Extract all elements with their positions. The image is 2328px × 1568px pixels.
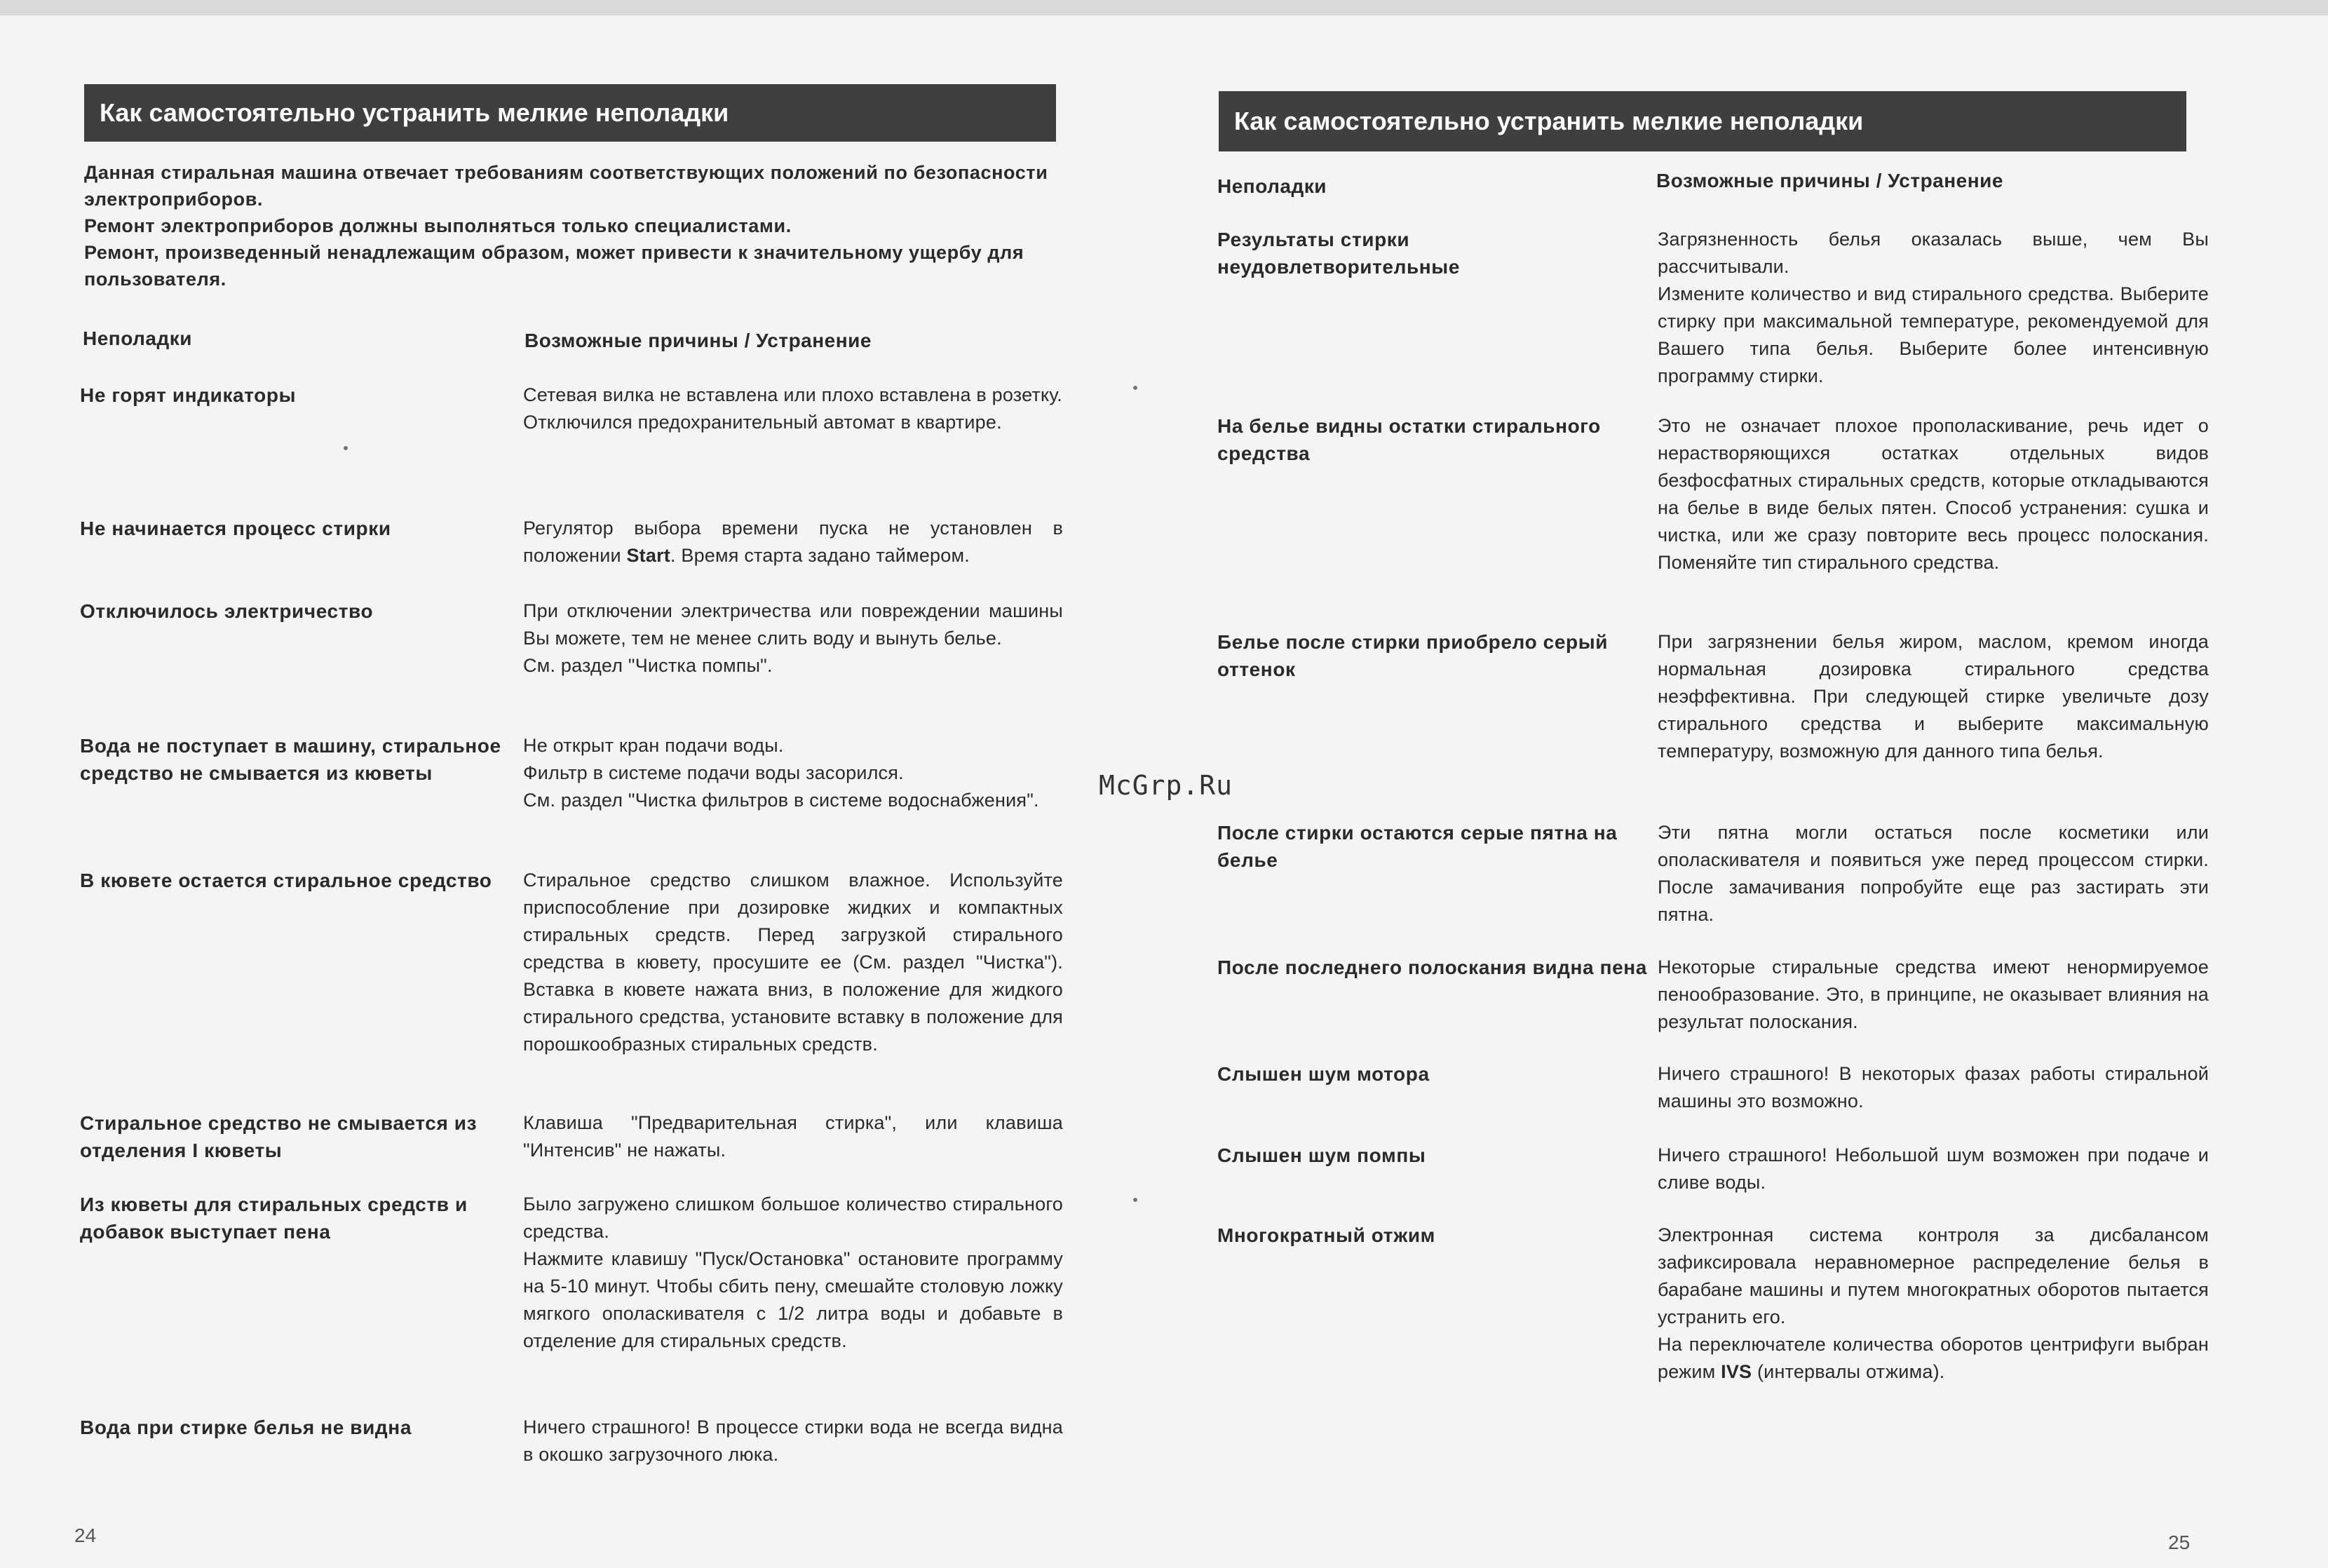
table-row [80,732,1063,814]
problem-label: Вода не поступает в машину, стиральное средство не смывается из кюветы [80,735,501,784]
left-page [0,15,1150,1568]
solution-text: Ничего страшного! Небольшой шум возможен при подаче и сливе воды. [1658,1144,2209,1193]
problem-label: Стиральное средство не смывается из отделения I кюветы [80,1112,478,1161]
table-row [80,597,1063,680]
right-column-header-problem: Неполадки [1217,175,1327,197]
problem-label: Слышен шум помпы [1217,1144,1426,1166]
solution-text: Ничего страшного! В некоторых фазах работы стиральной машины это возможно. [1658,1063,2209,1111]
table-row [80,1109,1063,1164]
table-row [80,1414,1063,1468]
intro-line: Ремонт электроприборов должны выполняться только специалистами. [84,215,792,236]
left-page-title: Как самостоятельно устранить мелкие неполадки [84,84,1056,142]
solution-text: Сетевая вилка не вставлена или плохо вставлена в розетку. Отключился предохранительный автомат в квартире. [523,384,1062,433]
right-page-title: Как самостоятельно устранить мелкие неполадки [1219,91,2186,151]
table-row [80,381,1063,436]
problem-label: На белье видны остатки стирального средства [1217,415,1601,464]
solution-text: Было загружено слишком большое количество стирального средства. Нажмите клавишу "Пуск/Остановка" остановите программу на 5-10 минут. Чтобы сбить пену, смешайте столовую ложку мягкого ополаскивателя с 1/2 литра воды и добавьте в отделение для стиральных средств. [523,1194,1063,1351]
problem-label: После последнего полоскания видна пена [1217,957,1647,978]
problem-label: Не горят индикаторы [80,384,297,406]
left-column-header-solution: Возможные причины / Устранение [525,330,872,351]
scan-speck [1133,1198,1137,1202]
right-column-header-solution: Возможные причины / Устранение [1656,170,2003,191]
problem-label: Вода при стирке белья не видна [80,1417,412,1438]
table-row [1217,819,2209,928]
table-row [80,515,1063,569]
solution-text: Стиральное средство слишком влажное. Используйте приспособление при дозировке жидких и компактных стиральных средств. Перед загрузкой стирального средства в кювету, просушите ее (См. раздел "Чистка"). Вставка в кювете нажата вниз, в положение для жидкого стирального средства, установите вставку в положение для порошкообразных стиральных средств. [523,870,1063,1055]
table-row [80,867,1063,1058]
solution-text: Электронная система контроля за дисбалансом зафиксировала неравномерное распределение белья в барабане машины и путем многократных оборотов пытается устранить его. На переключателе количества оборотов центрифуги выбран режим IVS (интервалы отжима). [1658,1224,2209,1382]
solution-text: Ничего страшного! В процессе стирки вода не всегда видна в окошко загрузочного люка. [523,1417,1063,1465]
problem-label: Белье после стирки приобрело серый оттенок [1217,631,1609,680]
table-row [1217,628,2209,765]
problem-label: Отключилось электричество [80,600,374,622]
table-row [1217,1060,2209,1115]
left-column-header-problem: Неполадки [83,327,192,349]
table-row [1217,412,2209,576]
problem-label: В кювете остается стиральное средство [80,870,492,891]
problem-label: Многократный отжим [1217,1224,1435,1246]
table-row [80,1191,1063,1355]
right-page [1150,15,2328,1568]
solution-text: Регулятор выбора времени пуска не установлен в положении Start. Время старта задано таймером. [523,518,1063,566]
problem-label: Слышен шум мотора [1217,1063,1430,1085]
solution-text: Не открыт кран подачи воды. Фильтр в системе подачи воды засорился. См. раздел "Чистка фильтров в системе водоснабжения". [523,735,1039,811]
page-number: 25 [2168,1532,2191,1553]
solution-text: Загрязненность белья оказалась выше, чем Вы рассчитывали. Измените количество и вид стирального средства. Выберите стирку при максимальной температуре, рекомендуемой для Вашего типа белья. Выберите более интенсивную программу стирки. [1658,229,2209,386]
watermark-text: McGrp.Ru [1099,770,1233,801]
table-row [1217,954,2209,1036]
problem-label: Результаты стирки неудовлетворительные [1217,229,1460,278]
scan-speck [344,446,348,450]
safety-intro [84,159,1080,292]
solution-text: Некоторые стиральные средства имеют ненормируемое пенообразование. Это, в принципе, не оказывает влияния на результат полоскания. [1658,957,2209,1032]
table-row [1217,1222,2209,1386]
solution-text: Эти пятна могли остаться после косметики или ополаскивателя и появиться уже перед процессом стирки. После замачивания попробуйте еще раз застирать эти пятна. [1658,822,2209,925]
problem-label: Не начинается процесс стирки [80,518,391,539]
solution-text: При отключении электричества или повреждении машины Вы можете, тем не менее слить воду и вынуть белье. См. раздел "Чистка помпы". [523,600,1063,676]
solution-text: Клавиша "Предварительная стирка", или клавиша "Интенсив" не нажаты. [523,1112,1063,1161]
solution-text: Это не означает плохое прополаскивание, речь идет о нерастворяющихся остатках отдельных видов безфосфатных стиральных средств, которые откладываются на белье в виде белых пятен. Способ устранения: сушка и чистка, или же сразу повторите весь процесс полоскания. Поменяйте тип стирального средства. [1658,415,2209,573]
table-row [1217,226,2209,390]
table-row [1217,1142,2209,1196]
scan-top-border [0,0,2328,15]
problem-label: После стирки остаются серые пятна на белье [1217,822,1618,871]
scan-speck [1133,386,1137,390]
page-number: 24 [74,1525,97,1546]
problem-label: Из кюветы для стиральных средств и добавок выступает пена [80,1194,468,1243]
solution-text: При загрязнении белья жиром, маслом, кремом иногда нормальная дозировка стирального средства неэффективна. При следующей стирке увеличьте дозу стирального средства и выберите максимальную температуру, возможную для данного типа белья. [1658,631,2209,762]
intro-line: Ремонт, произведенный ненадлежащим образом, может привести к значительному ущербу для пользователя. [84,242,1024,290]
intro-line: Данная стиральная машина отвечает требованиям соответствующих положений по безопасности электроприборов. [84,162,1048,210]
